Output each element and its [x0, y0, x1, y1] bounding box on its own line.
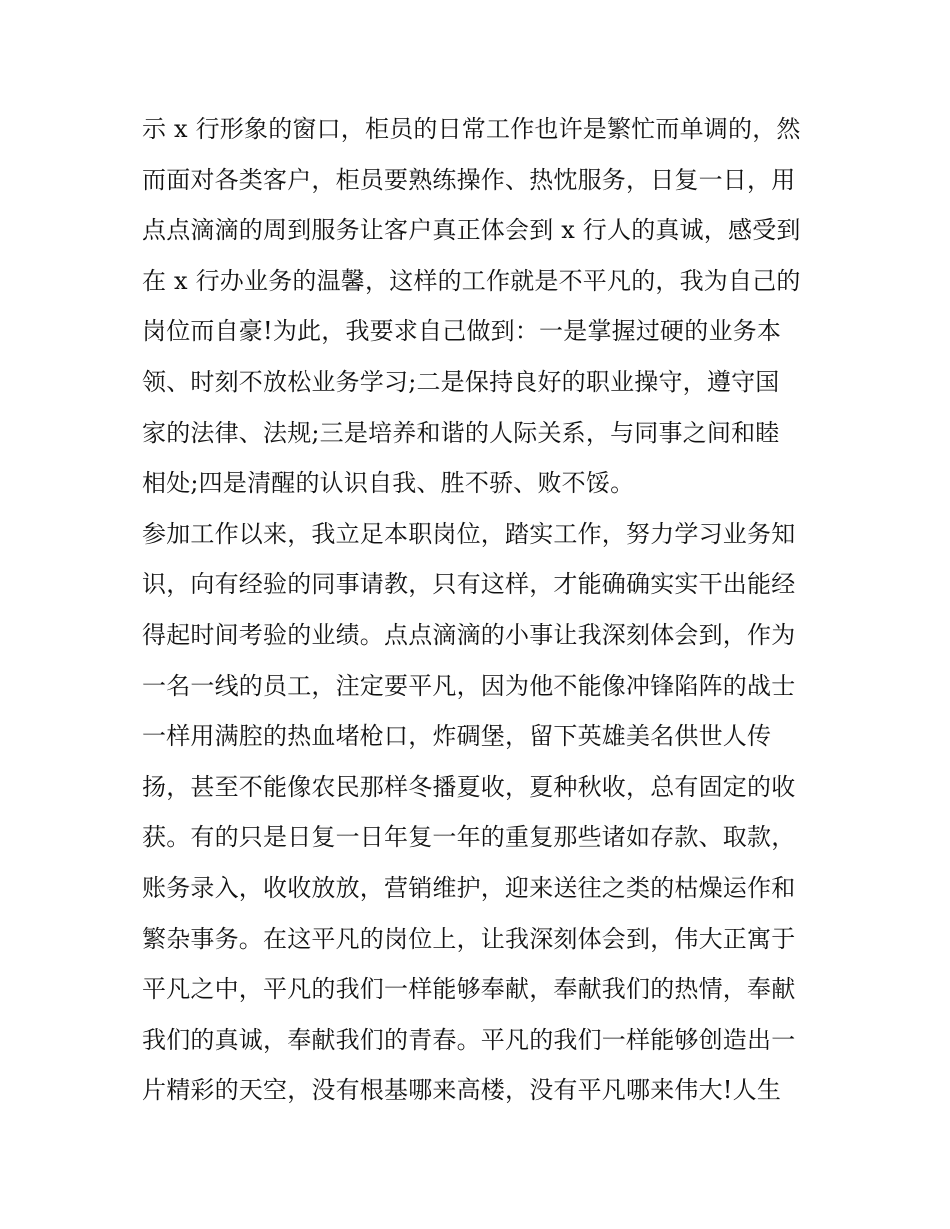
text-line-9: 参加工作以来，我立足本职岗位，踏实工作，努力学习业务知 — [142, 519, 796, 548]
text-line-19: 我们的真诚，奉献我们的青春。平凡的我们一样能够创造出一 — [142, 1025, 796, 1054]
text-line-20: 片精彩的天空，没有根基哪来高楼，没有平凡哪来伟大!人生 — [142, 1076, 782, 1105]
text-line-14: 扬，甚至不能像农民那样冬播夏收，夏种秋收，总有固定的收 — [142, 772, 796, 801]
text-line-13: 一样用满腔的热血堵枪口，炸碉堡，留下英雄美名供世人传 — [142, 722, 772, 751]
text-line-10: 识，向有经验的同事请教，只有这样，才能确确实实干出能经 — [142, 570, 796, 599]
text-line-5: 岗位而自豪!为此，我要求自己做到：一是掌握过硬的业务本 — [142, 317, 782, 346]
text-line-6: 领、时刻不放松业务学习;二是保持良好的职业操守，遵守国 — [142, 367, 780, 396]
text-line-4: 在 x 行办业务的温馨，这样的工作就是不平凡的，我为自己的 — [142, 266, 801, 295]
text-line-3: 点点滴滴的周到服务让客户真正体会到 x 行人的真诚，感受到 — [142, 216, 801, 245]
text-line-11: 得起时间考验的业绩。点点滴滴的小事让我深刻体会到，作为 — [142, 620, 796, 649]
text-line-8: 相处;四是清醒的认识自我、胜不骄、败不馁。 — [142, 469, 635, 498]
text-line-15: 获。有的只是日复一日年复一年的重复那些诸如存款、取款， — [142, 823, 796, 852]
text-line-17: 繁杂事务。在这平凡的岗位上，让我深刻体会到，伟大正寓于 — [142, 924, 796, 953]
text-line-18: 平凡之中，平凡的我们一样能够奉献，奉献我们的热情，奉献 — [142, 975, 796, 1004]
text-line-2: 而面对各类客户，柜员要熟练操作、热忱服务，日复一日，用 — [142, 165, 796, 194]
text-line-12: 一名一线的员工，注定要平凡，因为他不能像冲锋陷阵的战士 — [142, 671, 796, 700]
text-line-16: 账务录入，收收放放，营销维护，迎来送往之类的枯燥运作和 — [142, 873, 796, 902]
text-line-7: 家的法律、法规;三是培养和谐的人际关系，与同事之间和睦 — [142, 418, 780, 447]
text-line-1: 示 x 行形象的窗口，柜员的日常工作也许是繁忙而单调的，然 — [142, 115, 801, 143]
body-text — [142, 104, 822, 1116]
